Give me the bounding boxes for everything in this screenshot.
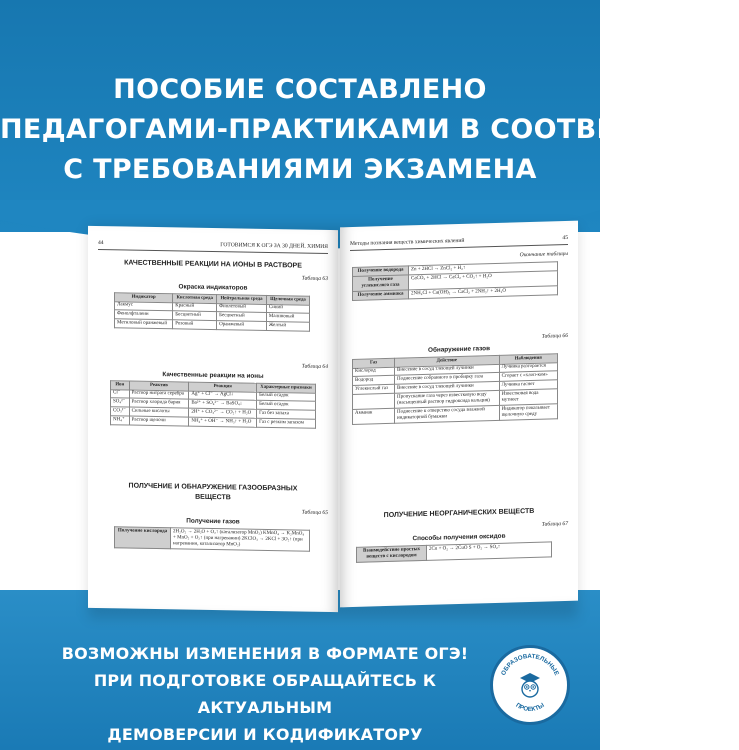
table-cell: 2H⁺ + CO₃²⁻ → CO₂↑ + H₂O — [189, 408, 257, 418]
gas-production-continued-table — [352, 261, 558, 301]
left-page-number: 44 — [98, 239, 104, 247]
table-header: Действие — [395, 355, 500, 366]
exam-notice — [45, 640, 485, 748]
book-right-page — [340, 221, 578, 608]
right-running-head — [350, 235, 568, 251]
notice-line-2: ПРИ ПОДГОТОВКЕ ОБРАЩАЙТЕСЬ К АКТУАЛЬНЫМ — [93, 671, 437, 717]
table-label: Таблица 63 — [301, 275, 328, 283]
table-cell: Розовый — [173, 320, 217, 330]
table-cell: Фенолфталеин — [115, 310, 173, 320]
table-cell: Малиновый — [266, 313, 309, 323]
table-header: Газ — [353, 358, 395, 368]
logo-text-top: ОБРАЗОВАТЕЛЬНЫЕ — [500, 652, 560, 677]
section-title-line-2: ВЕЩЕСТВ — [195, 493, 231, 502]
table-cell: Раствор щелочи — [129, 416, 189, 426]
table-header: Индикатор — [115, 293, 173, 303]
table-cell: Внесение в сосуд тлеющей лучинки — [395, 364, 500, 376]
table-cell: Zn + 2HCl → ZnCl₂ + H₂↑ — [409, 262, 558, 275]
table-cell: Поднесение собранного в пробирку газа — [395, 373, 500, 385]
table-header: Наблюдения — [499, 354, 557, 364]
table-cell: Ag⁺ + Cl⁻ → AgCl↓ — [189, 391, 257, 401]
table-row-head: Получение водорода — [353, 266, 409, 276]
table-cell: Лакмус — [115, 301, 173, 311]
table-cell: 2H₂O₂ → 2H₂O + O₂↑ (катализатор MnO₂) KMnO₄ → K₂MnO₄ + MnO₂ + O₂↑ (при нагревании) 2KClO₃ → 2KCl + 3O₂↑ (при нагревании, катализатор MnO₂) — [171, 528, 310, 552]
table-row — [357, 542, 552, 563]
table-label: Таблица 65 — [301, 509, 328, 517]
table-header: Реакция — [189, 382, 257, 392]
table-cell: NH₄⁺ + OH⁻ → NH₃↑ + H₂O — [189, 417, 257, 427]
left-running-title: ГОТОВИМСЯ К ОГЭ ЗА 30 ДНЕЙ. ХИМИЯ — [220, 242, 328, 251]
table-row-head: Получение кислорода — [115, 527, 171, 549]
table-cell: Кислород — [353, 367, 395, 377]
table-cell: 2NH₄Cl + Ca(OH)₂ → CaCl₂ + 2NH₃↑ + 2H₂O — [409, 286, 558, 299]
headline — [0, 70, 739, 190]
table-cell: SO₄²⁻ — [111, 398, 130, 407]
notice-line-1: ВОЗМОЖНЫ ИЗМЕНЕНИЯ В ФОРМАТЕ ОГЭ! — [61, 644, 469, 663]
table-row-head: Получение углекислого газа — [353, 275, 409, 292]
table-header: Щелочная среда — [266, 295, 309, 304]
table-cell: Раствор нитрата серебра — [129, 390, 189, 400]
table-cell: NH₄⁺ — [111, 416, 130, 425]
table-row — [115, 527, 310, 552]
table-title: Обнаружение газов — [427, 345, 491, 354]
table-cell: Газ с резким запахом — [257, 418, 316, 428]
table-cell: Бесцветный — [217, 312, 267, 322]
logo-text-bottom: ПРОЕКТЫ — [514, 701, 546, 714]
table-label: Таблица 67 — [541, 520, 568, 528]
table-cell: CaCO₃ + 2HCl → CaCl₂ + CO₂↑ + H₂O — [409, 271, 558, 290]
section-title-line-1: ПОЛУЧЕНИЕ И ОБНАРУЖЕНИЕ ГАЗООБРАЗНЫХ — [128, 482, 298, 493]
table-cell: Желтый — [266, 322, 309, 332]
table-cell: Сгорает с «хлоп-ком» — [499, 371, 557, 381]
owl-icon — [493, 648, 567, 722]
gas-production-table — [114, 526, 310, 552]
table-cell: Сильные кислоты — [129, 407, 189, 417]
table-cell: Белый осадок — [257, 401, 316, 411]
table-title: Качественные реакции на ионы — [162, 371, 264, 380]
section-title: ПОЛУЧЕНИЕ НЕОРГАНИЧЕСКИХ ВЕЩЕСТВ — [383, 507, 535, 520]
table-cell: Поднесение к отверстию сосуда влажной индикаторной бумажки — [395, 406, 500, 424]
table-cell: Лучинка гаснет — [499, 380, 557, 390]
table-cell: Углекислый газ — [353, 385, 395, 395]
table-cell: Оранжевый — [217, 321, 267, 331]
table-cell — [353, 393, 395, 409]
table-header: Характерные признаки — [257, 383, 316, 393]
headline-line-3: С ТРЕБОВАНИЯМИ ЭКЗАМЕНА — [63, 154, 537, 185]
table-cell: Лучинка разгорается — [499, 362, 557, 372]
table-title: Получение газов — [186, 517, 240, 526]
table-label: Таблица 66 — [541, 332, 568, 340]
oxides-table — [356, 541, 552, 563]
table-cell: Ba²⁺ + SO₄²⁻ → BaSO₄↓ — [189, 399, 257, 409]
table-row-head: Взаимодействие простых веществ с кислородом — [357, 545, 427, 562]
table-cell: Фиолетовый — [217, 303, 267, 313]
table-cell: Водород — [353, 376, 395, 386]
headline-line-1: ПОСОБИЕ СОСТАВЛЕНО — [113, 74, 487, 105]
table-cell: Синий — [266, 304, 309, 314]
table-cell: Раствор хлорида бария — [129, 398, 189, 408]
headline-line-2: ПЕДАГОГАМИ-ПРАКТИКАМИ В СООТВЕТСТВИИ — [0, 114, 739, 145]
table-header: Ион — [111, 381, 130, 390]
table-title: Способы получения оксидов — [412, 532, 506, 543]
publisher-logo — [490, 645, 570, 725]
table-row-head: Получение аммиака — [353, 290, 409, 300]
table-cell: Cl⁻ — [111, 389, 130, 398]
table-label: Таблица 64 — [301, 363, 328, 371]
table-title: Окраска индикаторов — [178, 283, 248, 292]
table-label: Окончание таблицы — [519, 250, 568, 259]
section-title: КАЧЕСТВЕННЫЕ РЕАКЦИИ НА ИОНЫ В РАСТВОРЕ — [124, 259, 302, 270]
gas-detection-table — [352, 353, 558, 425]
notice-line-3: ДЕМОВЕРСИИ И КОДИФИКАТОРУ — [107, 725, 423, 744]
right-page-number: 45 — [562, 234, 568, 242]
table-header: Кислотная среда — [173, 294, 217, 303]
table-cell: Красный — [173, 302, 217, 312]
table-cell: Внесение в сосуд тлеющей лучинки — [395, 382, 500, 394]
table-cell: Индикатор показывает щелочную среду — [499, 404, 557, 421]
table-cell: Пропускание газа через известковую воду (насыщенный раствор гидроксида кальция) — [395, 390, 500, 408]
table-header: Реактив — [129, 381, 189, 391]
table-cell: CO₃²⁻ — [111, 407, 130, 416]
table-cell: Аммиак — [353, 409, 395, 425]
table-cell: Бесцветный — [173, 311, 217, 321]
left-running-head — [98, 240, 328, 254]
table-cell: Известковая вода мутнеет — [499, 389, 557, 406]
table-cell: Метиловый оранжевый — [115, 319, 173, 329]
table-cell: Газ без запаха — [257, 410, 316, 420]
ion-reactions-table — [110, 380, 316, 429]
book-left-page — [88, 226, 338, 612]
table-cell: Белый осадок — [257, 392, 316, 402]
svg-text:ПРОЕКТЫ — [514, 702, 545, 713]
right-running-title: Методы познания веществ химических явлений — [350, 237, 465, 248]
table-header: Нейтральная среда — [217, 295, 267, 304]
indicator-table — [114, 292, 310, 332]
table-cell: 2Cu + O₂ → 2CuO S + O₂ → SO₂↑ — [427, 542, 552, 561]
